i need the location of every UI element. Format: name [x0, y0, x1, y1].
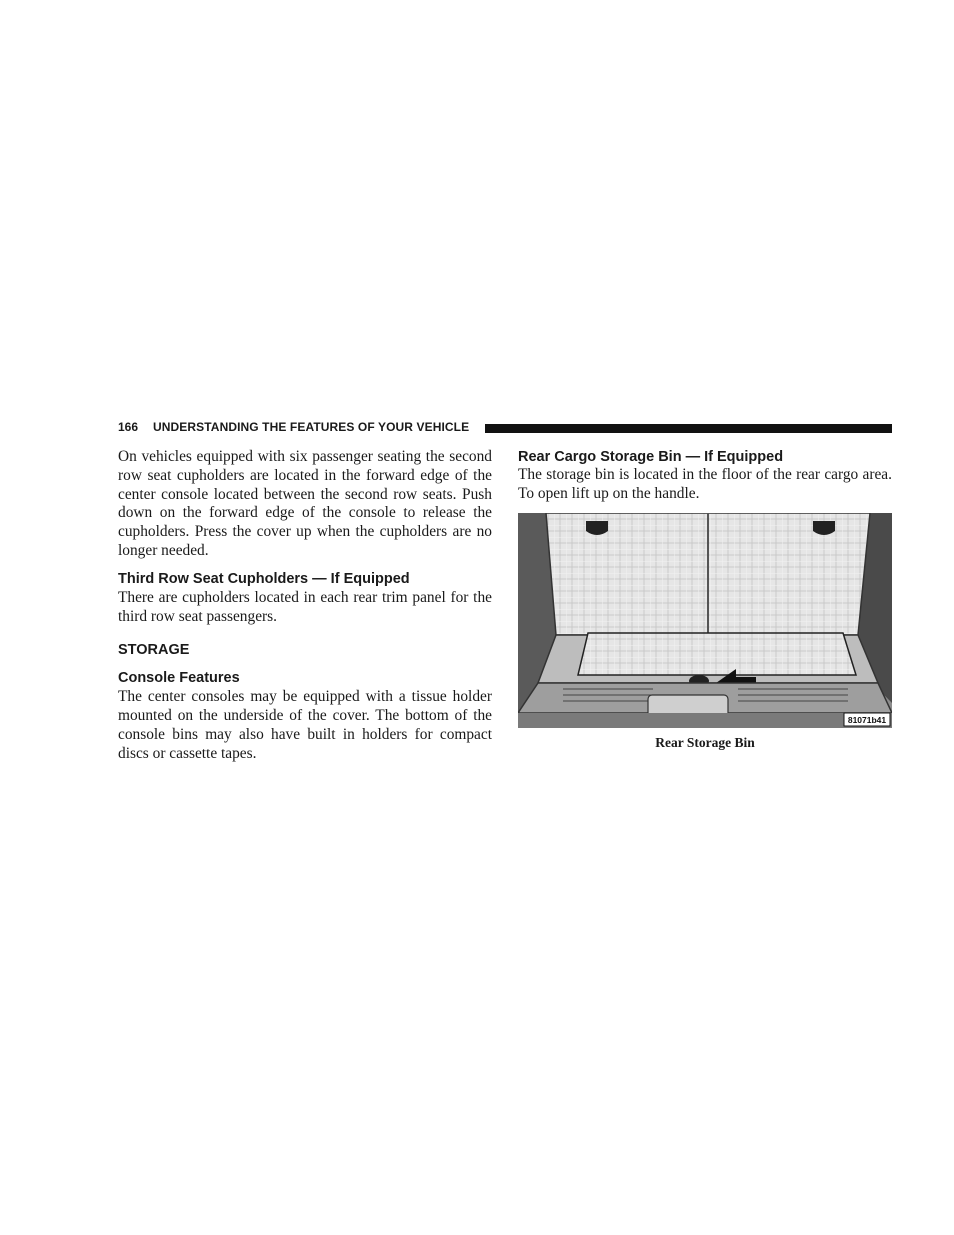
section-title: UNDERSTANDING THE FEATURES OF YOUR VEHICLE — [153, 420, 470, 434]
right-column — [518, 448, 892, 751]
intro-paragraph: On vehicles equipped with six passenger seating the second row seat cupholders are located in the forward edge of the center console located between the second row seats. Push down on the forward edge of the console to release the cupholders. Press the cover up when the cupholders are no longer needed. — [118, 448, 492, 559]
console-heading: Console Features — [118, 670, 240, 687]
cargo-heading: Rear Cargo Storage Bin — If Equipped — [518, 449, 784, 465]
third-row-paragraph: There are cupholders located in each rear trim panel for the third row seat passengers. — [118, 588, 492, 625]
cargo-area-illustration — [518, 513, 892, 728]
cargo-paragraph: The storage bin is located in the floor of the rear cargo area. To open lift up on the handle. — [518, 466, 892, 502]
storage-heading: STORAGE — [118, 642, 190, 659]
header-rule — [485, 424, 892, 433]
rear-storage-bin-figure — [518, 513, 892, 728]
figure-code: 81071b41 — [847, 714, 887, 725]
page-header — [118, 420, 892, 436]
console-paragraph: The center consoles may be equipped with a tissue holder mounted on the underside of the cover. The bottom of the console bins may also have built in holders for compact discs or cassette tapes. — [118, 688, 492, 762]
page-number: 166 — [118, 420, 139, 434]
figure-caption: Rear Storage Bin — [655, 734, 755, 750]
left-column — [118, 448, 492, 764]
third-row-heading: Third Row Seat Cupholders — If Equipped — [118, 570, 410, 587]
